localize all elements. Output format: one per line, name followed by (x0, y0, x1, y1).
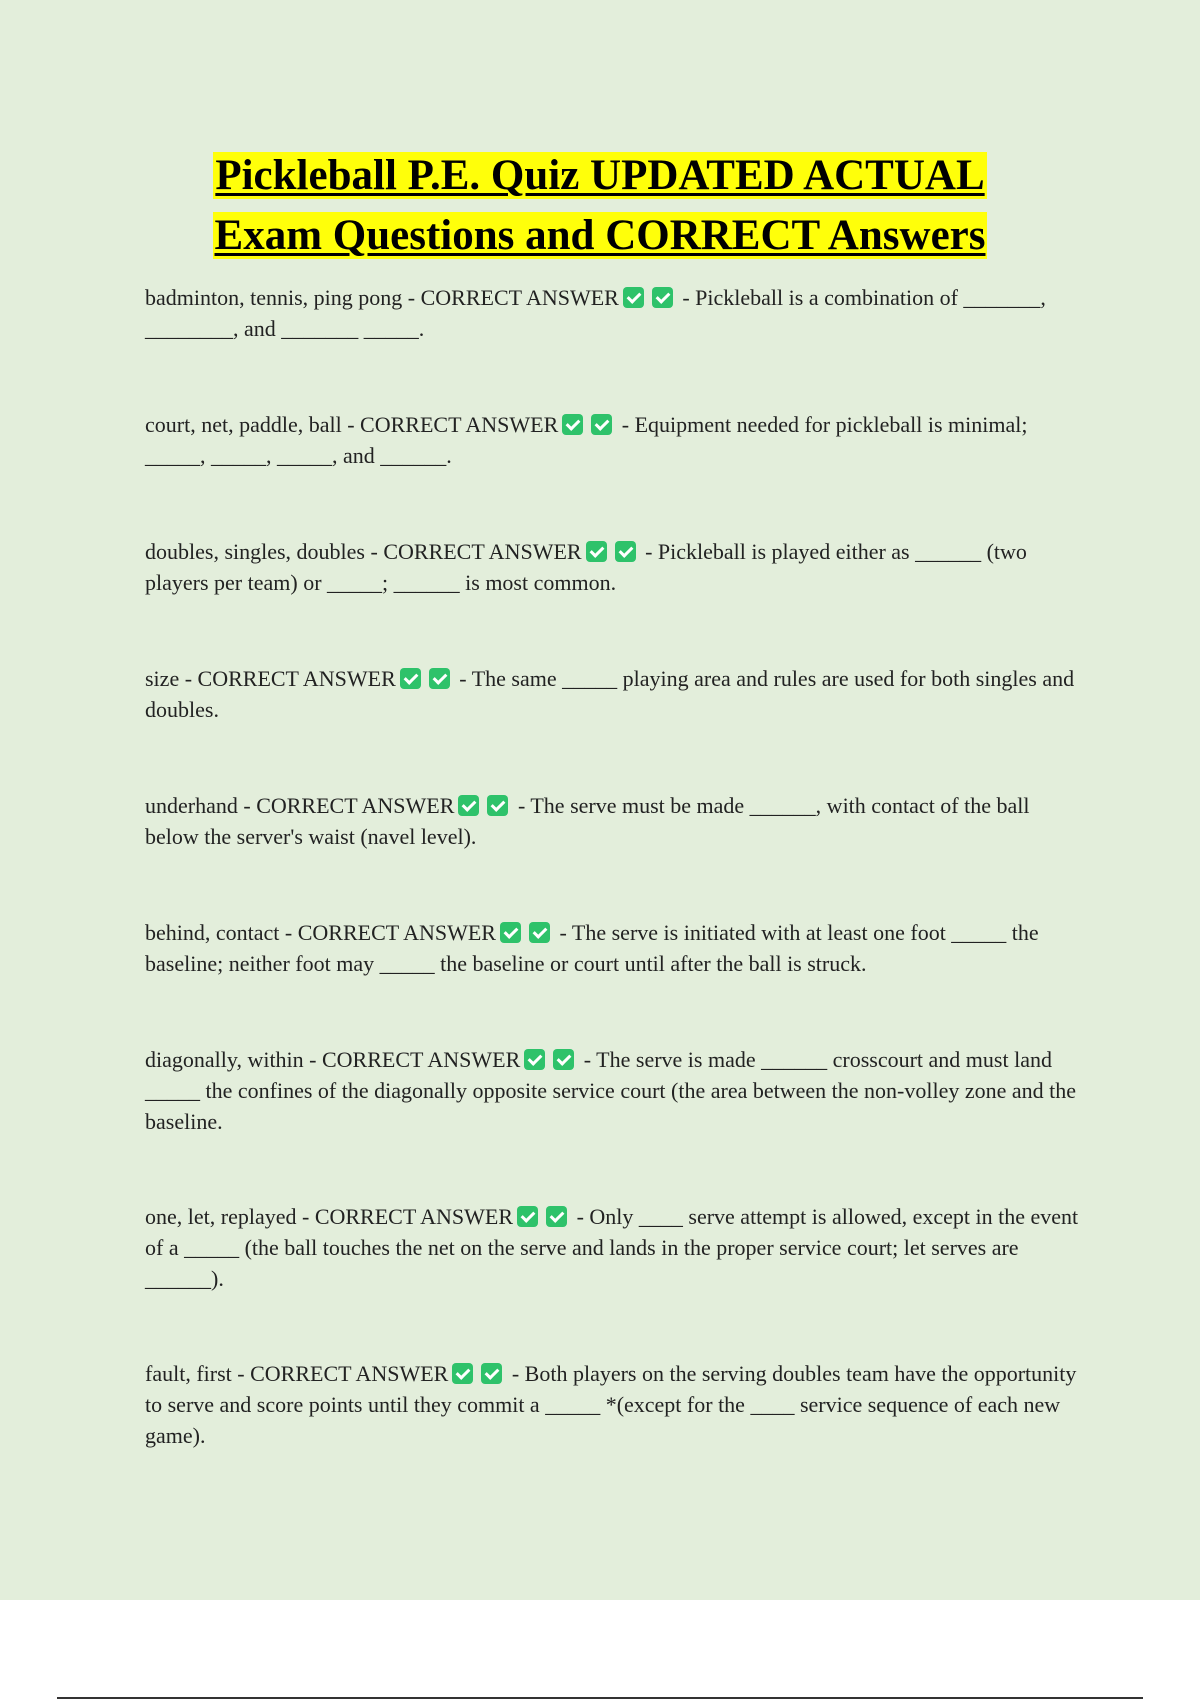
page-title (0, 146, 1200, 266)
check-box-icon (586, 541, 607, 562)
answer-text: fault, first - (145, 1361, 251, 1386)
check-box-icon (400, 668, 421, 689)
check-box-icon (562, 414, 583, 435)
check-box-icon (517, 1206, 538, 1227)
qa-item-6 (145, 917, 1085, 979)
qa-item-3 (145, 536, 1085, 598)
answer-marker: CORRECT ANSWER (314, 1204, 514, 1229)
check-box-icon (546, 1206, 567, 1227)
answer-marker: CORRECT ANSWER (383, 539, 582, 564)
answer-text: badminton, tennis, ping pong - (145, 285, 421, 310)
check-box-icon (487, 795, 508, 816)
title-line-2: Exam Questions and CORRECT Answers (214, 212, 986, 259)
answer-text: one, let, replayed - (145, 1204, 315, 1229)
check-box-icon (529, 922, 550, 943)
answer-marker: CORRECT ANSWER (250, 1361, 449, 1386)
qa-item-2 (145, 409, 1085, 471)
answer-text: court, net, paddle, ball - (145, 412, 361, 437)
answer-marker: CORRECT ANSWER (197, 666, 396, 691)
question-text: - The serve is made ______ crosscourt and must land _____ the confines of the diagonally opposite service court (the area between the non-volley zone and the baseline. (145, 1047, 1077, 1134)
qa-item-1 (145, 282, 1085, 344)
check-box-icon (591, 414, 612, 435)
answer-marker: CORRECT ANSWER (360, 412, 559, 437)
answer-text: underhand - (145, 793, 257, 818)
answer-text: diagonally, within - (145, 1047, 322, 1072)
question-text: - Pickleball is a combination of _______, ________, and _______ _____. (145, 285, 1046, 341)
question-text: - Both players on the serving doubles team have the opportunity to serve and score points until they commit a _____ *(except for the ____ service sequence of each new game). (145, 1361, 1077, 1448)
question-text: - Only ____ serve attempt is allowed, except in the event of a _____ (the ball touches the net on the serve and lands in the proper service court; let serves are ______). (145, 1204, 1079, 1291)
check-box-icon (481, 1363, 502, 1384)
check-box-icon (500, 922, 521, 943)
answer-text: behind, contact - (145, 920, 298, 945)
footer-divider (57, 1697, 1143, 1699)
check-box-icon (553, 1049, 574, 1070)
qa-item-8 (145, 1201, 1085, 1294)
answer-marker: CORRECT ANSWER (420, 285, 619, 310)
answer-marker: CORRECT ANSWER (256, 793, 455, 818)
answer-text: doubles, singles, doubles - (145, 539, 384, 564)
qa-item-9 (145, 1358, 1085, 1451)
check-box-icon (458, 795, 479, 816)
qa-item-5 (145, 790, 1085, 852)
answer-text: size - (145, 666, 198, 691)
title-line-1: Pickleball P.E. Quiz UPDATED ACTUAL (215, 152, 985, 199)
question-text: - The same _____ playing area and rules are used for both singles and doubles. (145, 666, 1075, 722)
qa-item-7 (145, 1044, 1085, 1137)
answer-marker: CORRECT ANSWER (297, 920, 496, 945)
check-box-icon (452, 1363, 473, 1384)
check-box-icon (615, 541, 636, 562)
question-text: - The serve must be made ______, with contact of the ball below the server's waist (navel level). (145, 793, 1030, 849)
check-box-icon (623, 287, 644, 308)
check-box-icon (429, 668, 450, 689)
question-text: - The serve is initiated with at least one foot _____ the baseline; neither foot may _____ the baseline or court until after the ball is struck. (145, 920, 1039, 976)
question-text: - Pickleball is played either as ______ (two players per team) or _____; ______ is most common. (145, 539, 1027, 595)
qa-item-4 (145, 663, 1085, 725)
check-box-icon (524, 1049, 545, 1070)
answer-marker: CORRECT ANSWER (322, 1047, 521, 1072)
question-text: - Equipment needed for pickleball is minimal; _____, _____, _____, and ______. (145, 412, 1028, 468)
check-box-icon (652, 287, 673, 308)
